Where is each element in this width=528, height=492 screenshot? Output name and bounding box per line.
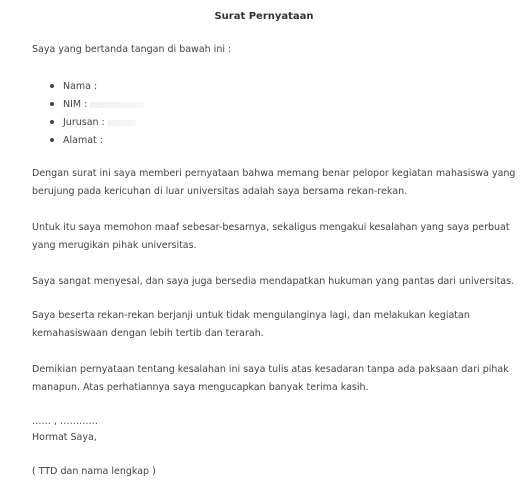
redacted-value [107, 120, 137, 126]
signature-note: ( TTD dan nama lengkap ) [32, 466, 156, 477]
field-alamat [50, 135, 103, 146]
closing-text: Hormat Saya, [32, 432, 97, 443]
bullet-icon [50, 138, 54, 142]
paragraph-1-line-1: Dengan surat ini saya memberi pernyataan bahwa memang benar pelopor kegiatan mahasiswa yang [32, 168, 516, 179]
paragraph-3-line-1: Saya sangat menyesal, dan saya juga bersedia mendapatkan hukuman yang pantas dari universitas. [32, 276, 515, 287]
paragraph-1-line-2: berujung pada kericuhan di luar universitas adalah saya bersama rekan-rekan. [32, 186, 408, 197]
field-alamat-label: Alamat : [63, 135, 103, 146]
intro-text: Saya yang bertanda tangan di bawah ini : [32, 44, 232, 55]
field-name [50, 81, 97, 92]
field-nim-label: NIM : [63, 99, 88, 110]
bullet-icon [50, 84, 54, 88]
field-jurusan-label: Jurusan : [63, 117, 105, 128]
paragraph-4-line-1: Saya beserta rekan-rekan berjanji untuk tidak mengulanginya lagi, dan melakukan kegiatan [32, 310, 470, 321]
paragraph-2-line-1: Untuk itu saya memohon maaf sebesar-besarnya, sekaligus mengakui kesalahan yang saya perbuat [32, 222, 510, 233]
bullet-icon [50, 120, 54, 124]
paragraph-5-line-1: Demikian pernyataan tentang kesalahan ini saya tulis atas kesadaran tanpa ada paksaan dari pihak [32, 364, 509, 375]
letter-title: Surat Pernyataan [214, 11, 314, 22]
redacted-value [89, 102, 145, 108]
paragraph-5-line-2: manapun. Atas perhatiannya saya mengucapkan banyak terima kasih. [32, 382, 369, 393]
field-nim [50, 99, 145, 110]
paragraph-4-line-2: kemahasiswaan dengan lebih tertib dan terarah. [32, 328, 264, 339]
field-jurusan [50, 117, 137, 128]
field-name-label: Nama : [63, 81, 98, 92]
bullet-icon [50, 102, 54, 106]
place-date: …… , ………… [32, 416, 99, 427]
paragraph-2-line-2: yang merugikan pihak universitas. [32, 240, 197, 251]
